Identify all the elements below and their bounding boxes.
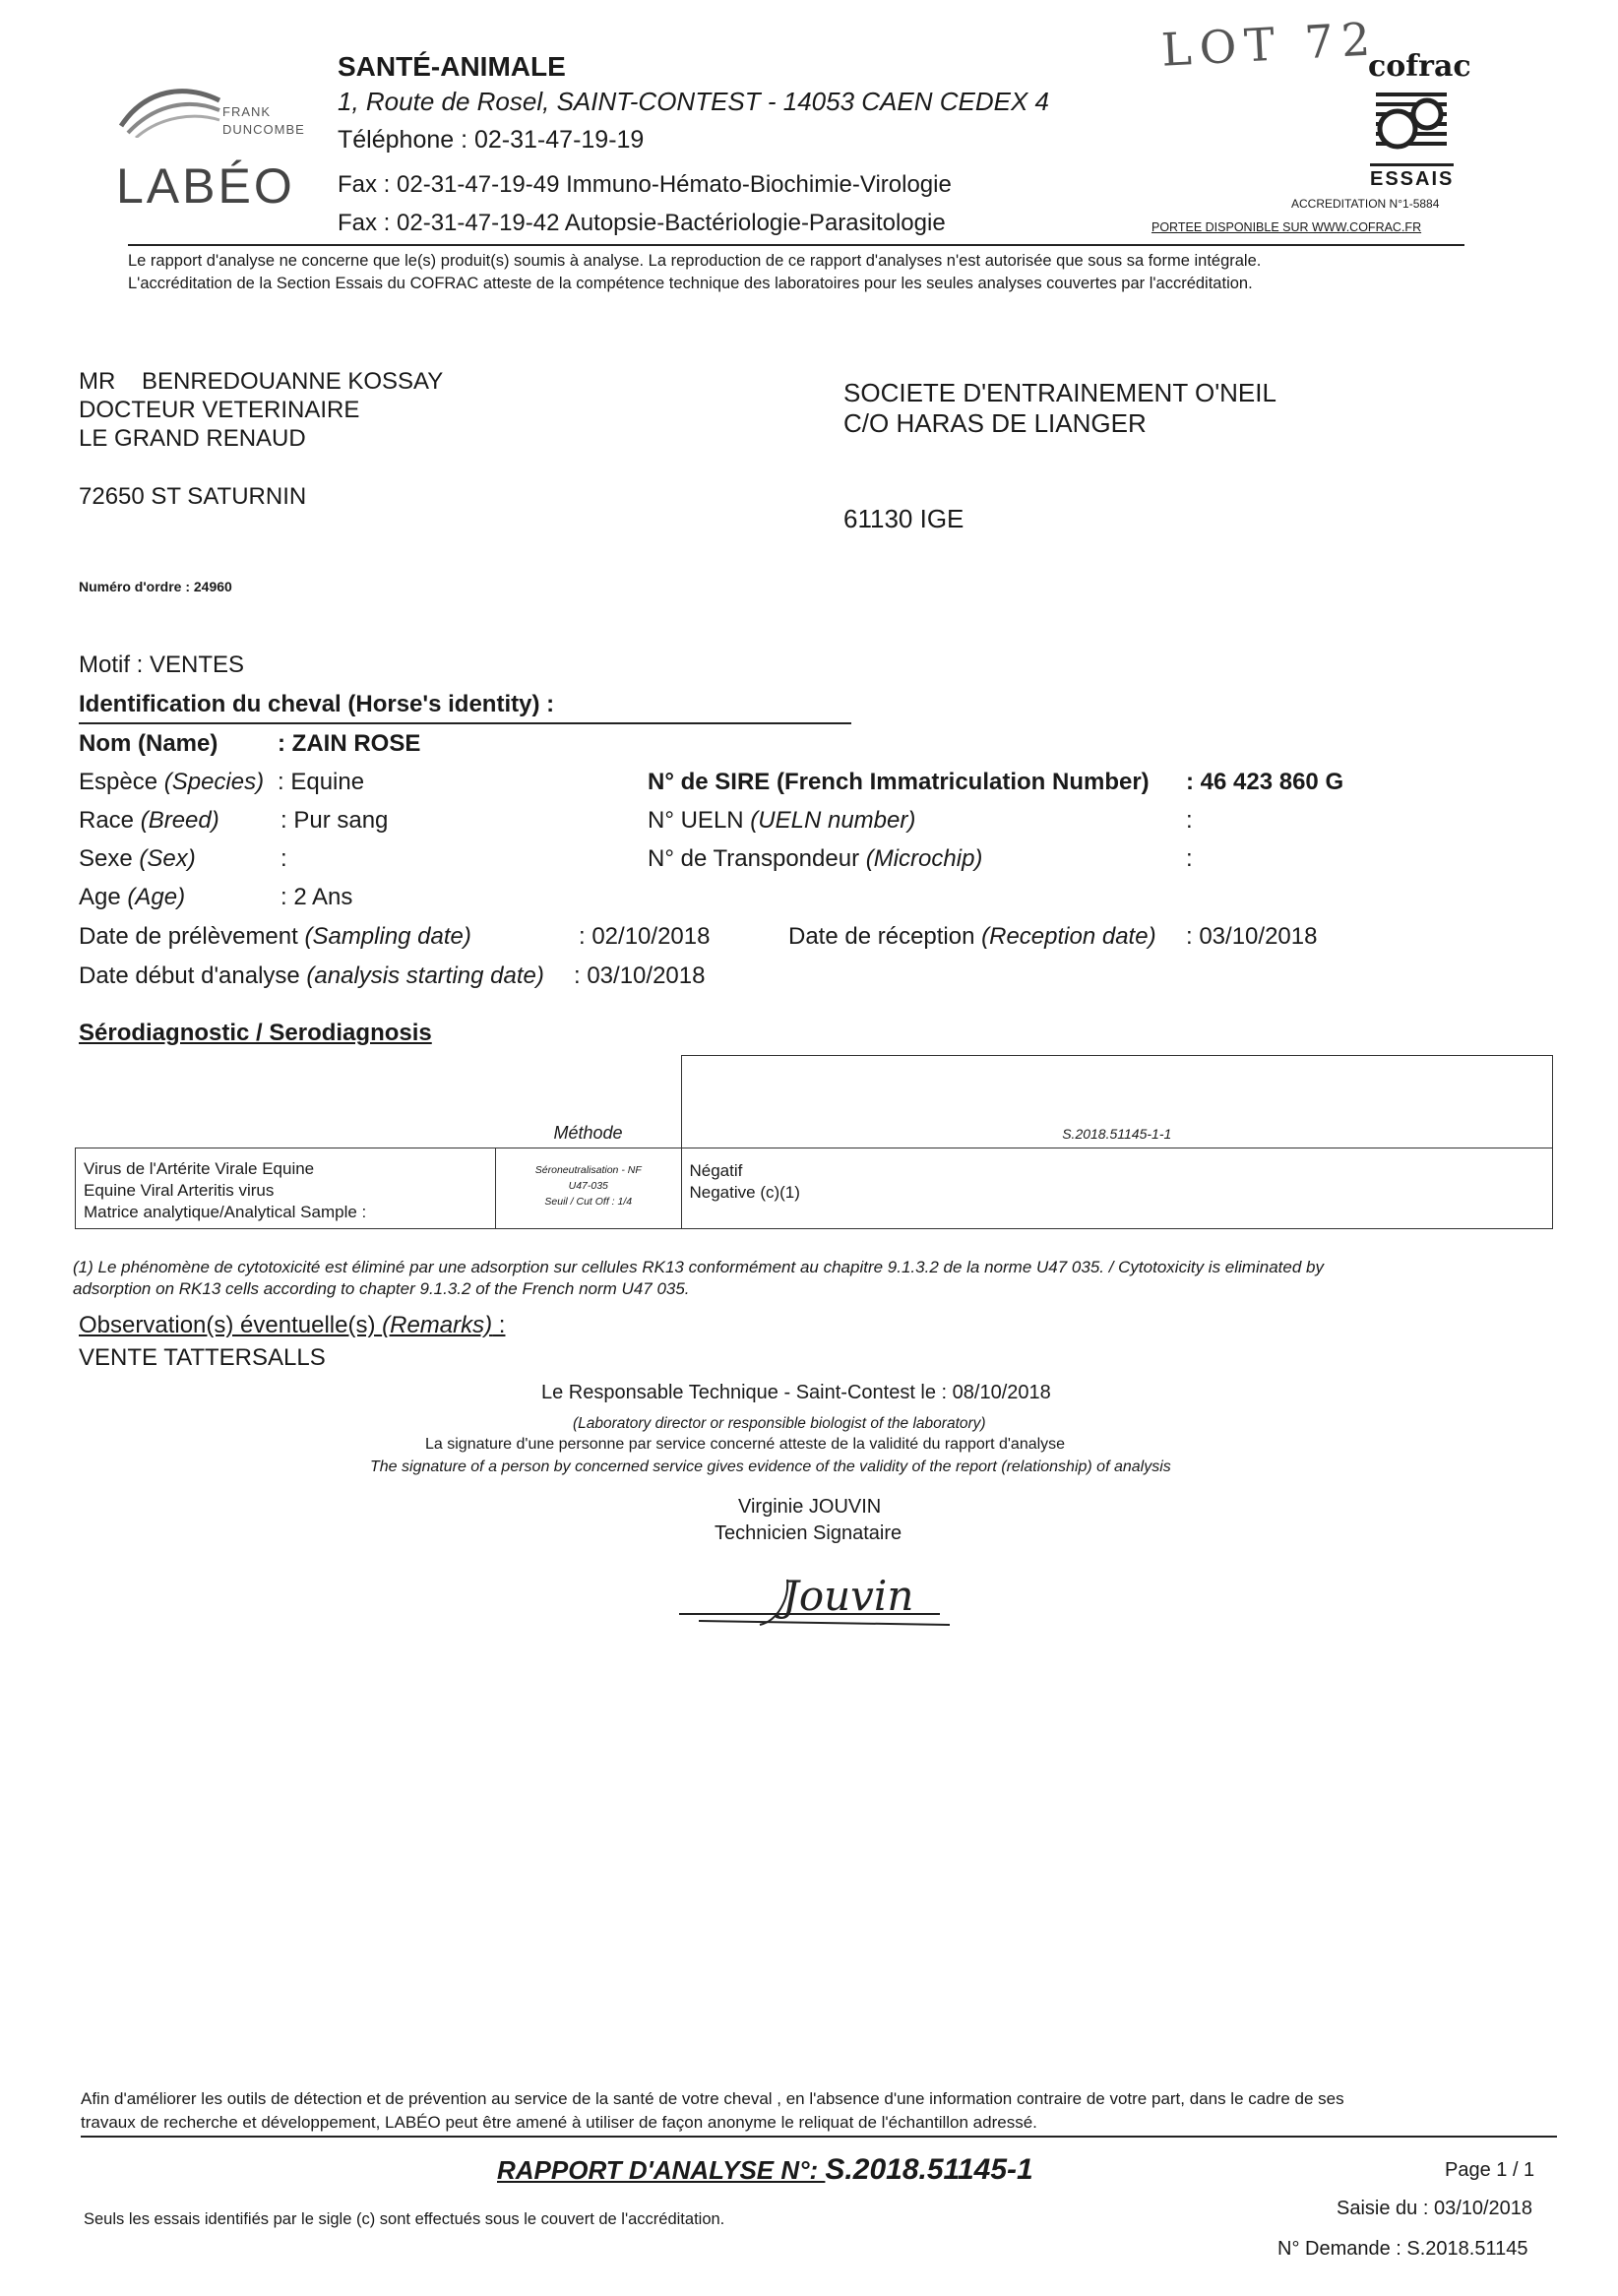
- results-table: [75, 1055, 1553, 1229]
- species-value: : Equine: [278, 769, 365, 795]
- result-fr: Négatif: [689, 1161, 743, 1180]
- motif: Motif : VENTES: [79, 652, 245, 678]
- validity-fr: La signature d'une personne par service concerné atteste de la validité du rapport d'analyse: [425, 1436, 1066, 1453]
- recipient-right-line-3: 61130 IGE: [843, 504, 965, 533]
- recipient-right-line-1: SOCIETE D'ENTRAINEMENT O'NEIL: [843, 378, 1276, 407]
- logo-wordmark: LABÉO: [116, 158, 295, 214]
- signatory-title: Technicien Signataire: [715, 1522, 902, 1544]
- results-header-row: [76, 1056, 1553, 1148]
- ueln-label: [648, 807, 915, 835]
- result-en: Negative (c)(1): [689, 1183, 800, 1202]
- breed-label: [79, 807, 219, 835]
- footer-notice-2: travaux de recherche et développement, LABÉO peut être amené à utiliser de façon anonyme le reliquat de l'échantillon adressé.: [81, 2113, 1037, 2132]
- order-number: Numéro d'ordre : 24960: [79, 579, 232, 594]
- breed-label-en: (Breed): [140, 807, 219, 834]
- method-line-1: Séroneutralisation - NF: [534, 1164, 642, 1176]
- method-line-3: Seuil / Cut Off : 1/4: [544, 1196, 633, 1208]
- remarks-label-fr: Observation(s) éventuelle(s): [79, 1312, 383, 1338]
- lab-fax-2: Fax : 02-31-47-19-42 Autopsie-Bactériologie-Parasitologie: [338, 210, 946, 236]
- sex-label-fr: Sexe: [79, 845, 140, 872]
- recipient-left-line-4: 72650 ST SATURNIN: [79, 483, 307, 510]
- recipient-left-line-2: DOCTEUR VETERINAIRE: [79, 397, 360, 423]
- signatory-name: Virginie JOUVIN: [738, 1496, 882, 1518]
- lab-fax-1: Fax : 02-31-47-19-49 Immuno-Hémato-Biochimie-Virologie: [338, 171, 952, 198]
- species-label-en: (Species): [163, 769, 265, 795]
- disclaimer-line-1: Le rapport d'analyse ne concerne que le(s) produit(s) soumis à analyse. La reproduction de ce rapport d'analyses n'est autorisée que sous sa forme intégrale.: [128, 252, 1262, 270]
- reception-date-value: : 03/10/2018: [1186, 923, 1318, 950]
- accreditation-note: Seuls les essais identifiés par le sigle (c) sont effectués sous le couvert de l'accréditation.: [84, 2210, 725, 2228]
- lab-address: 1, Route de Rosel, SAINT-CONTEST - 14053 CAEN CEDEX 4: [338, 87, 1049, 116]
- reception-date-label: [788, 923, 1156, 951]
- remarks-value: VENTE TATTERSALLS: [79, 1344, 326, 1371]
- lab-phone: Téléphone : 02-31-47-19-19: [338, 126, 645, 154]
- sire-value: : 46 423 860 G: [1186, 769, 1344, 795]
- method-header-text: Méthode: [553, 1123, 623, 1143]
- validity-en: The signature of a person by concerned service gives evidence of the validity of the report (relationship) of analysis: [370, 1458, 1171, 1475]
- age-label: [79, 884, 185, 911]
- sampling-date-label: [79, 923, 471, 951]
- serodiagnostic-title: Sérodiagnostic / Serodiagnosis: [79, 1020, 432, 1046]
- header-rule: [128, 244, 1464, 246]
- transponder-label: [648, 845, 982, 873]
- method-header: [496, 1056, 682, 1148]
- ueln-label-fr: N° UELN: [648, 807, 751, 834]
- disclaimer-line-2: L'accréditation de la Section Essais du COFRAC atteste de la compétence technique des laboratoires pour les seules analyses couvertes par l'accréditation.: [128, 275, 1253, 292]
- sampling-label-en: (Sampling date): [304, 923, 471, 950]
- method-line-2: U47-035: [568, 1180, 608, 1192]
- ueln-label-en: (UELN number): [750, 807, 916, 834]
- handwritten-lot-annotation: LOT 72: [1159, 12, 1380, 77]
- start-label-fr: Date début d'analyse: [79, 962, 307, 989]
- recipient-right-line-2: C/O HARAS DE LIANGER: [843, 408, 1147, 438]
- remarks-label: [79, 1312, 505, 1339]
- transponder-label-en: (Microchip): [865, 845, 983, 872]
- breed-value: : Pur sang: [280, 807, 389, 834]
- start-label-en: (analysis starting date): [306, 962, 544, 989]
- lab-name: SANTÉ-ANIMALE: [338, 51, 566, 82]
- footnote-line-2: adsorption on RK13 cells according to chapter 9.1.3.2 of the French norm U47 035.: [73, 1279, 690, 1298]
- horse-name-value: : ZAIN ROSE: [278, 730, 421, 757]
- remarks-label-en: (Remarks): [382, 1312, 493, 1338]
- swoosh-icon: [116, 79, 224, 138]
- accreditation-number: ACCREDITATION N°1-5884: [1291, 197, 1440, 211]
- cofrac-essais: ESSAIS: [1370, 163, 1454, 191]
- result-cell: [681, 1148, 1553, 1229]
- results-header-empty: [76, 1056, 496, 1148]
- age-label-fr: Age: [79, 884, 128, 910]
- sex-label: [79, 845, 196, 873]
- labeo-logo: [98, 79, 305, 217]
- analysis-start-label: [79, 962, 544, 990]
- method-cell: [496, 1148, 682, 1229]
- sampling-label-fr: Date de prélèvement: [79, 923, 305, 950]
- recipient-left-line-1: MR BENREDOUANNE KOSSAY: [79, 368, 444, 395]
- sample-header-text: S.2018.51145-1-1: [1062, 1126, 1172, 1142]
- identification-title: Identification du cheval (Horse's identity) :: [79, 691, 555, 717]
- breed-label-fr: Race: [79, 807, 141, 834]
- age-label-en: (Age): [127, 884, 186, 910]
- sampling-date-value: : 02/10/2018: [579, 923, 711, 950]
- transponder-value: :: [1186, 845, 1193, 872]
- logo-small-text-2: DUNCOMBE: [222, 122, 305, 137]
- analyte-fr: Virus de l'Artérite Virale Equine: [84, 1159, 315, 1178]
- species-label: [79, 769, 264, 796]
- remarks-label-colon: :: [492, 1312, 506, 1338]
- report-label: RAPPORT D'ANALYSE N°:: [497, 2155, 826, 2185]
- logo-small-text-1: FRANK: [222, 104, 272, 119]
- handwritten-signature: [679, 1560, 965, 1648]
- ueln-value: :: [1186, 807, 1193, 834]
- signature-script: Jouvin: [782, 1572, 914, 1620]
- analysis-start-value: : 03/10/2018: [574, 962, 706, 989]
- sex-value: :: [280, 845, 287, 872]
- age-value: : 2 Ans: [280, 884, 353, 910]
- cofrac-logo: [1289, 49, 1471, 226]
- horse-name-label: Nom (Name): [79, 730, 218, 757]
- footer-notice-rule: [81, 2136, 1557, 2138]
- reception-label-en: (Reception date): [981, 923, 1156, 950]
- recipient-left-line-3: LE GRAND RENAUD: [79, 425, 306, 452]
- portee-link[interactable]: PORTEE DISPONIBLE SUR WWW.COFRAC.FR: [1151, 220, 1422, 234]
- responsible-technique: Le Responsable Technique - Saint-Contest le : 08/10/2018: [541, 1382, 1051, 1403]
- report-number: S.2018.51145-1: [825, 2153, 1033, 2186]
- page-indicator: Page 1 / 1: [1445, 2159, 1535, 2181]
- sample-header: [681, 1056, 1553, 1148]
- sex-label-en: (Sex): [139, 845, 196, 872]
- footer-notice-1: Afin d'améliorer les outils de détection et de prévention au service de la santé de votre cheval , en l'absence d'une information contraire de votre part, dans le cadre de ses: [81, 2089, 1344, 2108]
- identification-underline: [79, 722, 851, 724]
- reception-label-fr: Date de réception: [788, 923, 982, 950]
- cofrac-emblem-icon: [1368, 85, 1457, 163]
- results-row: [76, 1148, 1553, 1229]
- transponder-label-fr: N° de Transpondeur: [648, 845, 866, 872]
- analytical-sample: Matrice analytique/Analytical Sample :: [84, 1203, 367, 1221]
- analyte-en: Equine Viral Arteritis virus: [84, 1181, 275, 1200]
- footnote-line-1: (1) Le phénomène de cytotoxicité est éliminé par une adsorption sur cellules RK13 conformément au chapitre 9.1.3.2 de la norme U47 035. / Cytotoxicity is eliminated by: [73, 1258, 1324, 1276]
- sire-label: N° de SIRE (French Immatriculation Number): [648, 769, 1150, 795]
- entry-date: Saisie du : 03/10/2018: [1337, 2198, 1533, 2219]
- species-label-fr: Espèce: [79, 769, 164, 795]
- director-note: (Laboratory director or responsible biologist of the laboratory): [573, 1415, 986, 1432]
- request-number: N° Demande : S.2018.51145: [1277, 2238, 1528, 2260]
- cofrac-brand: cofrac: [1368, 49, 1471, 84]
- analyte-cell: [76, 1148, 496, 1229]
- report-number-line: [497, 2153, 1033, 2187]
